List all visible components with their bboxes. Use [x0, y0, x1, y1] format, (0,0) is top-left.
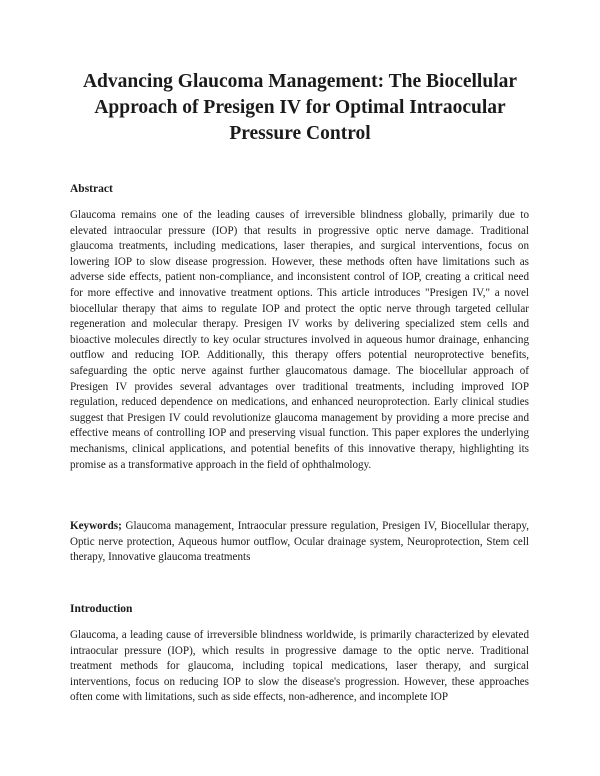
introduction-text: Glaucoma, a leading cause of irreversible blindness worldwide, is primarily characterized by elevated intraocular pressure (IOP), which results in progressive damage to the optic nerve. Traditional treatment methods for glaucoma, including topical medications, laser therapy, and surgical interventions, focus on reducing IOP to slow the disease's progression. However, these approaches often come with limitations, such as side effects, non-adherence, and incomplete IOP	[70, 629, 529, 704]
keywords-text: Glaucoma management, Intraocular pressure regulation, Presigen IV, Biocellular therapy, Optic nerve protection, Aqueous humor outflow, Ocular drainage system, Neuroprotection, Stem cell therapy, Innovative glaucoma treatments	[70, 520, 529, 564]
keywords-paragraph	[70, 519, 529, 566]
introduction-heading: Introduction	[70, 603, 133, 615]
abstract-heading: Abstract	[70, 183, 113, 195]
abstract-text: Glaucoma remains one of the leading causes of irreversible blindness globally, primarily due to elevated intraocular pressure (IOP) that results in progressive optic nerve damage. Traditional glaucoma treatments, including medications, laser therapies, and surgical interventions, focus on lowering IOP to slow disease progression. However, these methods often have limitations such as adverse side effects, patient non-compliance, and inconsistent control of IOP, creating a critical need for more effective and innovative treatment options. This article introduces "Presigen IV," a novel biocellular therapy that aims to regulate IOP and protect the optic nerve through targeted cellular regeneration and molecular therapy. Presigen IV works by delivering specialized stem cells and bioactive molecules directly to key ocular structures involved in aqueous humor drainage, enhancing outflow and reducing IOP. Additionally, this therapy offers potential neuroprotective benefits, safeguarding the optic nerve against further glaucomatous damage. The biocellular approach of Presigen IV provides several advantages over traditional treatments, including improved IOP regulation, reduced dependence on medications, and enhanced neuroprotection. Early clinical studies suggest that Presigen IV could revolutionize glaucoma management by providing a more precise and effective means of controlling IOP and preserving visual function. This paper explores the underlying mechanisms, clinical applications, and potential benefits of this innovative therapy, highlighting its promise as a transformative approach in the field of ophthalmology.	[70, 209, 529, 471]
keywords-label: Keywords;	[70, 520, 122, 532]
paper-title: Advancing Glaucoma Management: The Biocellular Approach of Presigen IV for Optimal Intraocular Pressure Control	[82, 71, 518, 144]
